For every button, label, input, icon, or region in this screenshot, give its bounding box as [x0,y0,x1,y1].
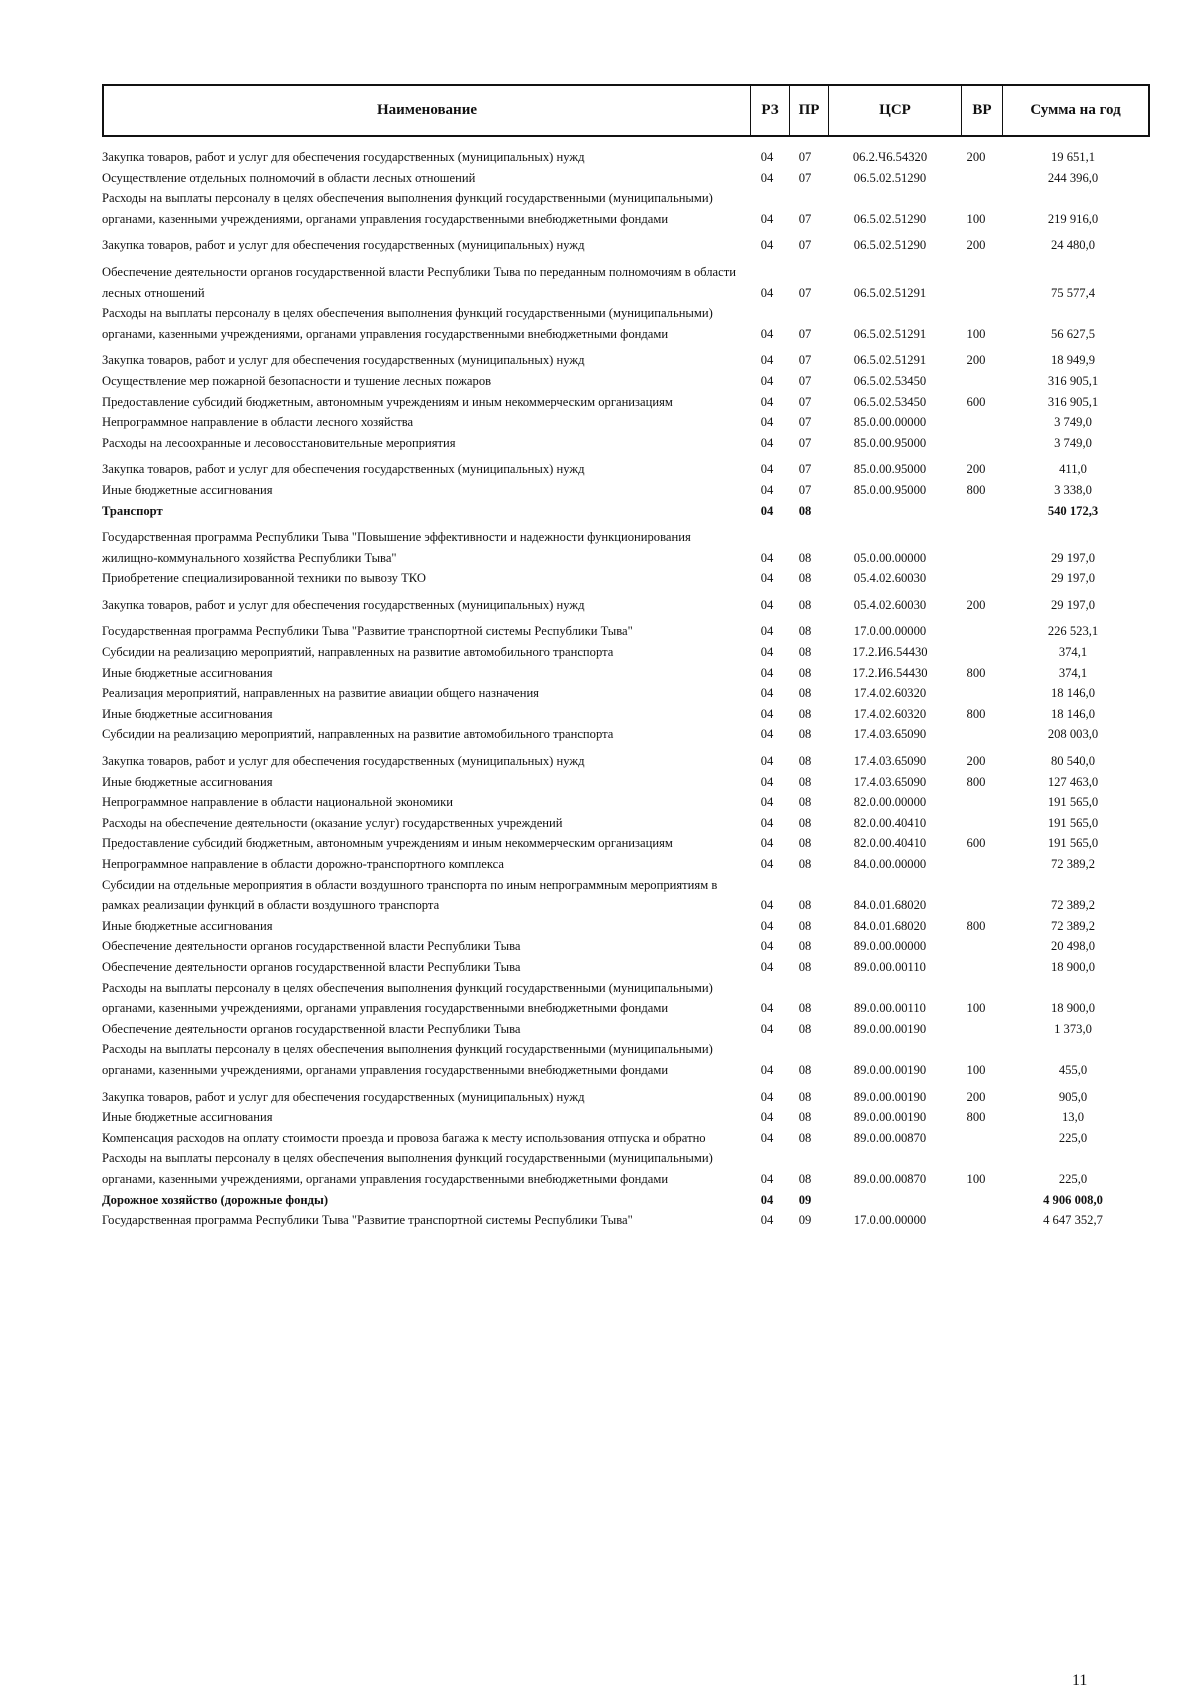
row-sum: 3 749,0 [1054,435,1092,450]
row-rz: 04 [760,211,774,226]
row-sum: 191 565,0 [1047,836,1099,851]
row-csr: 17.4.02.60320 [853,686,927,701]
row-sum: 18 900,0 [1050,959,1096,974]
row-name: Расходы на выплаты персоналу в целях обеспечения выполнения функций государственными (муниципальными) органами, казенными учреждениями, органами управления государственными внебюджетными фондами [102,980,713,1016]
row-pr: 08 [798,1130,812,1145]
table-row [102,1148,1150,1189]
row-sum: 455,0 [1058,1062,1088,1077]
table-row [102,724,1150,745]
table-row [102,854,1150,875]
row-name: Иные бюджетные ассигнования [102,482,273,497]
row-name: Непрограммное направление в области лесного хозяйства [102,415,414,430]
row-pr: 09 [798,1213,812,1228]
row-csr: 06.5.02.51290 [853,170,927,185]
row-sum: 127 463,0 [1047,774,1099,789]
row-rz: 04 [760,238,774,253]
table-row [102,459,1150,480]
table-row [102,936,1150,957]
row-pr: 07 [798,211,812,226]
header-rz: РЗ [750,86,789,135]
row-pr: 09 [798,1192,812,1207]
row-rz: 04 [760,898,774,913]
table-row [102,147,1150,168]
header-csr: ЦСР [828,86,961,135]
row-sum: 72 389,2 [1050,857,1096,871]
row-pr: 07 [798,285,812,300]
table-row [102,188,1150,229]
row-csr: 89.0.00.00110 [854,959,926,974]
table-row [102,833,1150,854]
row-csr: 06.5.02.51291 [853,285,927,300]
row-sum: 3 338,0 [1054,482,1092,497]
row-rz: 04 [760,550,774,565]
row-csr: 84.0.01.68020 [853,898,927,913]
row-csr: 05.4.02.60030 [853,571,927,586]
row-name: Субсидии на отдельные мероприятия в области воздушного транспорта по иным непрограммным мероприятиям в рамках реализации функций в области воздушного транспорта [102,877,718,913]
row-sum: 191 565,0 [1047,795,1099,810]
row-rz: 04 [760,754,774,769]
row-vr: 800 [966,1110,986,1125]
row-csr: 89.0.00.00190 [853,1110,927,1125]
row-sum: 80 540,0 [1050,754,1096,769]
row-sum: 316 905,1 [1047,394,1099,409]
row-csr: 06.5.02.51290 [853,211,927,226]
row-name: Закупка товаров, работ и услуг для обеспечения государственных (муниципальных) нужд [102,353,585,368]
header-vr: ВР [961,86,1002,135]
row-name: Расходы на лесоохранные и лесовосстановительные мероприятия [102,435,456,450]
table-row [102,1087,1150,1108]
table-row [102,168,1150,189]
row-pr: 07 [798,353,812,368]
row-sum: 18 949,9 [1050,353,1096,368]
row-name: Закупка товаров, работ и услуг для обеспечения государственных (муниципальных) нужд [102,150,585,164]
row-sum: 13,0 [1061,1110,1085,1125]
row-sum: 208 003,0 [1047,727,1099,742]
row-rz: 04 [760,939,774,954]
header-pr: ПР [789,86,828,135]
row-pr: 07 [798,435,812,450]
row-rz: 04 [760,1213,774,1228]
row-rz: 04 [760,686,774,701]
table-row [102,1019,1150,1040]
row-vr: 800 [966,706,986,721]
row-pr: 07 [798,150,812,164]
row-pr: 08 [798,706,812,721]
table-row [102,392,1150,413]
row-sum: 225,0 [1058,1171,1088,1186]
table-row [102,916,1150,937]
row-rz: 04 [760,918,774,933]
row-vr: 800 [966,918,986,933]
row-vr: 100 [966,211,986,226]
row-csr: 89.0.00.00190 [853,1062,927,1077]
row-vr: 100 [966,326,986,341]
row-rz: 04 [760,435,774,450]
row-rz: 04 [760,394,774,409]
row-rz: 04 [760,727,774,742]
row-csr: 06.5.02.53450 [853,373,927,388]
row-name: Осуществление мер пожарной безопасности и тушение лесных пожаров [102,373,492,388]
table-row [102,772,1150,793]
table-row [102,751,1150,772]
table-row [102,792,1150,813]
row-vr: 100 [966,1001,986,1016]
row-name: Иные бюджетные ассигнования [102,706,273,721]
row-rz: 04 [760,706,774,721]
row-rz: 04 [760,774,774,789]
table-row [102,568,1150,589]
row-csr: 89.0.00.00000 [853,939,927,954]
row-csr: 06.5.02.51291 [853,326,927,341]
row-name: Обеспечение деятельности органов государственной власти Республики Тыва [102,939,521,954]
row-name: Компенсация расходов на оплату стоимости проезда и провоза багажа к месту использования отпуска и обратно [102,1130,706,1145]
table-row [102,1107,1150,1128]
row-vr: 100 [966,1062,986,1077]
row-rz: 04 [760,1171,774,1186]
row-csr: 89.0.00.00870 [853,1130,927,1145]
row-csr: 05.4.02.60030 [853,597,927,612]
table-row [102,235,1150,256]
row-name: Предоставление субсидий бюджетным, автономным учреждениям и иным некоммерческим организациям [102,836,673,851]
row-vr: 200 [966,1089,986,1104]
table-row [102,1190,1150,1211]
row-csr: 05.0.00.00000 [853,550,927,565]
row-name: Расходы на выплаты персоналу в целях обеспечения выполнения функций государственными (муниципальными) органами, казенными учреждениями, органами управления государственными внебюджетными фондами [102,191,713,226]
row-pr: 07 [798,373,812,388]
row-name: Закупка товаров, работ и услуг для обеспечения государственных (муниципальных) нужд [102,1089,585,1104]
row-pr: 08 [798,1171,812,1186]
table-row [102,813,1150,834]
row-pr: 07 [798,462,812,477]
row-rz: 04 [760,571,774,586]
row-pr: 07 [798,238,812,253]
row-rz: 04 [760,665,774,680]
row-pr: 07 [798,326,812,341]
row-name: Субсидии на реализацию мероприятий, направленных на развитие автомобильного транспорта [102,645,614,660]
row-rz: 04 [760,326,774,341]
row-sum: 191 565,0 [1047,815,1099,830]
row-rz: 04 [760,150,774,164]
table-row [102,350,1150,371]
row-rz: 04 [760,597,774,612]
row-vr: 600 [966,836,986,851]
row-name: Дорожное хозяйство (дорожные фонды) [102,1192,329,1207]
row-vr: 200 [966,597,986,612]
row-sum: 18 146,0 [1050,686,1096,701]
row-pr: 08 [798,1001,812,1016]
row-csr: 85.0.00.95000 [853,435,927,450]
row-rz: 04 [760,285,774,300]
row-pr: 08 [798,1110,812,1125]
row-csr: 84.0.00.00000 [853,857,927,871]
row-pr: 08 [798,727,812,742]
row-sum: 905,0 [1058,1089,1088,1104]
row-rz: 04 [760,959,774,974]
row-csr: 82.0.00.40410 [853,836,927,851]
row-sum: 18 146,0 [1050,706,1096,721]
row-sum: 374,1 [1058,645,1088,660]
row-rz: 04 [760,624,774,639]
row-vr: 200 [966,462,986,477]
header-sum: Сумма на год [1002,86,1148,135]
row-pr: 08 [798,939,812,954]
row-csr: 17.0.00.00000 [853,1213,927,1228]
row-sum: 1 373,0 [1054,1021,1092,1036]
row-vr: 800 [966,482,986,497]
row-name: Закупка товаров, работ и услуг для обеспечения государственных (муниципальных) нужд [102,238,585,253]
row-pr: 08 [798,1021,812,1036]
row-rz: 04 [760,1001,774,1016]
row-pr: 08 [798,550,812,565]
row-name: Реализация мероприятий, направленных на развитие авиации общего назначения [102,686,539,701]
row-csr: 89.0.00.00190 [853,1089,927,1104]
table-row [102,663,1150,684]
row-rz: 04 [760,1062,774,1077]
row-pr: 08 [798,774,812,789]
budget-table [102,84,1150,1231]
row-rz: 04 [760,373,774,388]
row-vr: 200 [966,150,986,164]
table-row [102,957,1150,978]
row-csr: 85.0.00.95000 [853,462,927,477]
row-vr: 800 [966,774,986,789]
row-pr: 07 [798,394,812,409]
row-name: Обеспечение деятельности органов государственной власти Республики Тыва [102,1021,521,1036]
row-csr: 82.0.00.00000 [853,795,927,810]
row-pr: 08 [798,597,812,612]
row-sum: 29 197,0 [1050,550,1096,565]
row-name: Обеспечение деятельности органов государственной власти Республики Тыва [102,959,521,974]
row-sum: 72 389,2 [1050,918,1096,933]
table-row [102,704,1150,725]
row-vr: 200 [966,353,986,368]
row-rz: 04 [760,1130,774,1145]
row-sum: 20 498,0 [1050,939,1096,954]
row-pr: 08 [798,754,812,769]
table-header [102,84,1150,137]
row-name: Иные бюджетные ассигнования [102,1110,273,1125]
row-sum: 29 197,0 [1050,597,1096,612]
row-vr: 200 [966,754,986,769]
table-row [102,412,1150,433]
row-name: Расходы на выплаты персоналу в целях обеспечения выполнения функций государственными (муниципальными) органами, казенными учреждениями, органами управления государственными внебюджетными фондами [102,1151,713,1186]
row-sum: 374,1 [1058,665,1088,680]
row-name: Государственная программа Республики Тыва "Развитие транспортной системы Республики Тыва" [102,624,633,639]
row-csr: 17.2.И6.54430 [852,645,928,660]
table-row [102,683,1150,704]
row-name: Иные бюджетные ассигнования [102,665,273,680]
row-pr: 08 [798,898,812,913]
table-row [102,1210,1150,1231]
row-rz: 04 [760,353,774,368]
table-row [102,978,1150,1019]
row-csr: 17.4.03.65090 [853,727,927,742]
row-vr: 100 [966,1171,986,1186]
row-csr: 17.4.02.60320 [853,706,927,721]
row-vr: 200 [966,238,986,253]
row-csr: 89.0.00.00190 [853,1021,927,1036]
row-sum: 411,0 [1059,462,1087,477]
row-pr: 08 [798,918,812,933]
row-pr: 08 [798,645,812,660]
row-name: Расходы на выплаты персоналу в целях обеспечения выполнения функций государственными (муниципальными) органами, казенными учреждениями, органами управления государственными внебюджетными фондами [102,1042,713,1077]
row-pr: 08 [798,815,812,830]
row-pr: 08 [798,795,812,810]
row-csr: 89.0.00.00110 [854,1001,926,1016]
row-name: Обеспечение деятельности органов государственной власти Республики Тыва по переданным полномочиям в области лесных отношений [102,264,736,300]
row-name: Непрограммное направление в области дорожно-транспортного комплекса [102,857,504,871]
row-vr: 600 [966,394,986,409]
row-csr: 06.5.02.51290 [853,238,927,253]
row-name: Иные бюджетные ассигнования [102,774,273,789]
row-name: Транспорт [102,503,163,518]
row-sum: 75 577,4 [1050,285,1096,300]
row-pr: 08 [798,686,812,701]
row-pr: 07 [798,482,812,497]
row-csr: 17.2.И6.54430 [852,665,928,680]
row-csr: 17.4.03.65090 [853,774,927,789]
row-sum: 4 647 352,7 [1043,1213,1103,1228]
row-pr: 07 [798,170,812,185]
row-name: Закупка товаров, работ и услуг для обеспечения государственных (муниципальных) нужд [102,754,585,769]
row-csr: 89.0.00.00870 [853,1171,927,1186]
row-rz: 04 [760,503,774,518]
row-csr: 06.5.02.53450 [853,394,927,409]
row-sum: 56 627,5 [1050,326,1096,341]
table-row [102,303,1150,344]
table-row [102,642,1150,663]
row-csr: 85.0.00.00000 [853,415,927,430]
row-name: Расходы на обеспечение деятельности (оказание услуг) государственных учреждений [102,815,563,830]
row-rz: 04 [760,1021,774,1036]
row-rz: 04 [760,482,774,497]
row-rz: 04 [760,1110,774,1125]
row-pr: 08 [798,665,812,680]
row-name: Субсидии на реализацию мероприятий, направленных на развитие автомобильного транспорта [102,727,614,742]
row-rz: 04 [760,462,774,477]
row-rz: 04 [760,836,774,851]
table-row [102,501,1150,522]
row-rz: 04 [760,857,774,871]
row-sum: 316 905,1 [1047,373,1099,388]
row-sum: 24 480,0 [1050,238,1096,253]
row-sum: 29 197,0 [1050,571,1096,586]
row-name: Государственная программа Республики Тыва "Повышение эффективности и надежности функционирования жилищно-коммунального хозяйства Республики Тыва" [102,530,691,565]
row-sum: 244 396,0 [1047,170,1099,185]
row-rz: 04 [760,795,774,810]
row-pr: 08 [798,571,812,586]
row-sum: 4 906 008,0 [1043,1192,1103,1207]
row-name: Приобретение специализированной техники по вывозу ТКО [102,571,426,586]
table-row [102,262,1150,303]
row-rz: 04 [760,170,774,185]
table-row [102,480,1150,501]
row-pr: 08 [798,959,812,974]
table-row [102,595,1150,616]
row-sum: 225,0 [1058,1130,1088,1145]
row-pr: 08 [798,1089,812,1104]
row-csr: 06.2.Ч6.54320 [852,150,928,164]
row-sum: 3 749,0 [1054,415,1092,430]
table-row [102,1039,1150,1080]
row-sum: 72 389,2 [1050,898,1096,913]
table-row [102,433,1150,454]
row-sum: 226 523,1 [1047,624,1099,639]
row-pr: 08 [798,503,812,518]
row-name: Закупка товаров, работ и услуг для обеспечения государственных (муниципальных) нужд [102,462,585,477]
row-sum: 18 900,0 [1050,1001,1096,1016]
table-row [102,527,1150,568]
row-rz: 04 [760,815,774,830]
table-row [102,875,1150,916]
row-rz: 04 [760,415,774,430]
row-name: Закупка товаров, работ и услуг для обеспечения государственных (муниципальных) нужд [102,597,585,612]
row-vr: 800 [966,665,986,680]
row-pr: 07 [798,415,812,430]
row-rz: 04 [760,645,774,660]
table-body [102,147,1150,1231]
row-csr: 17.4.03.65090 [853,754,927,769]
page-number: 11 [1072,1672,1088,1689]
row-csr: 85.0.00.95000 [853,482,927,497]
row-pr: 08 [798,836,812,851]
row-sum: 19 651,1 [1050,150,1096,164]
row-rz: 04 [760,1192,774,1207]
row-csr: 06.5.02.51291 [853,353,927,368]
row-name: Непрограммное направление в области национальной экономики [102,795,453,810]
header-name: Наименование [377,102,477,118]
row-csr: 84.0.01.68020 [853,918,927,933]
row-pr: 08 [798,1062,812,1077]
row-rz: 04 [760,1089,774,1104]
row-sum: 219 916,0 [1047,211,1099,226]
row-csr: 82.0.00.40410 [853,815,927,830]
row-sum: 540 172,3 [1047,503,1099,518]
table-row [102,371,1150,392]
row-name: Иные бюджетные ассигнования [102,918,273,933]
row-name: Предоставление субсидий бюджетным, автономным учреждениям и иным некоммерческим организациям [102,394,673,409]
table-row [102,1128,1150,1149]
row-csr: 17.0.00.00000 [853,624,927,639]
row-name: Расходы на выплаты персоналу в целях обеспечения выполнения функций государственными (муниципальными) органами, казенными учреждениями, органами управления государственными внебюджетными фондами [102,306,713,341]
row-name: Осуществление отдельных полномочий в области лесных отношений [102,170,476,185]
row-name: Государственная программа Республики Тыва "Развитие транспортной системы Республики Тыва" [102,1213,633,1228]
table-row [102,621,1150,642]
row-pr: 08 [798,857,812,871]
row-pr: 08 [798,624,812,639]
